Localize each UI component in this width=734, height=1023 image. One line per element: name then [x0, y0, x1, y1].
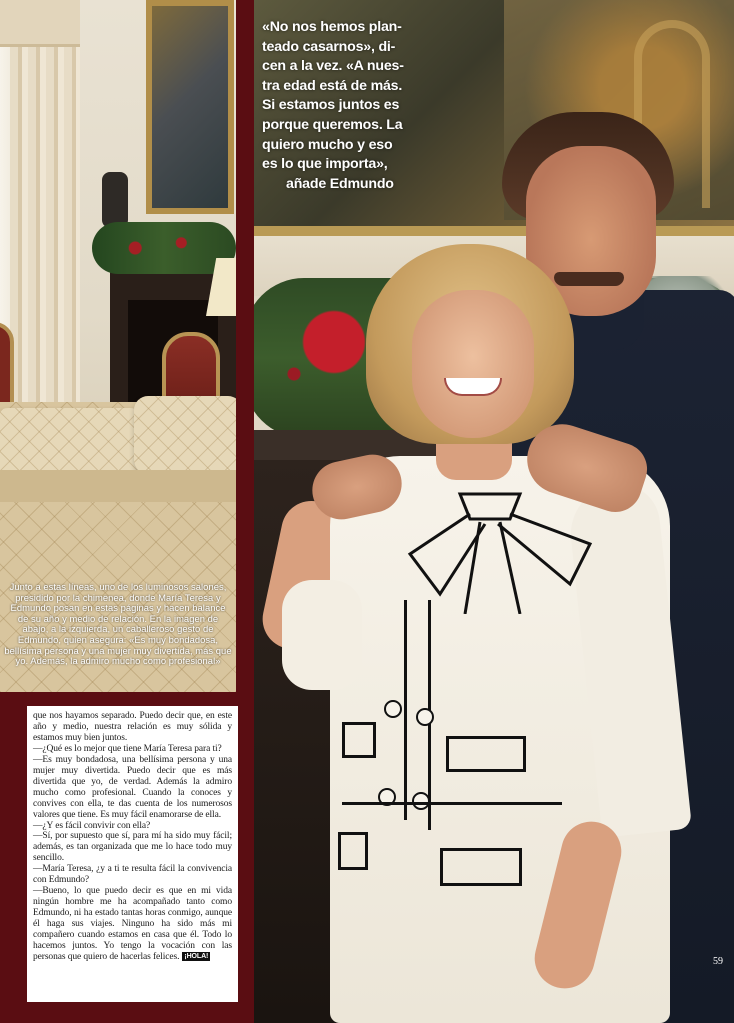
wall-sconce	[102, 172, 128, 228]
quote-line: porque queremos. La	[262, 116, 403, 133]
article-paragraph: —María Teresa, ¿y a ti te resulta fácil la convivencia con Edmundo?	[33, 864, 232, 886]
page-number: 59	[713, 956, 723, 967]
dress-button	[412, 792, 430, 810]
article-paragraph: —¿Qué es lo mejor que tiene María Teresa para ti?	[33, 743, 222, 754]
dress-pocket-print	[446, 736, 526, 772]
article-paragraph: que nos hayamos separado. Puedo decir que, en este año y medio, nuestra relación es muy sólida y estamos muy bien juntos.	[33, 711, 232, 743]
curtain	[10, 0, 80, 410]
armchair-left	[0, 322, 14, 412]
article-paragraph: —Bueno, lo que puedo decir es que en mi vida ningún hombre me ha acompañado tanto como Edmundo, ni ha estado tantas horas conmigo, aunque él haga sus viajes. Ninguno ha sido más mi compañero cuando estamos en casa que él. Todo lo hacemos juntos. Yo tengo la vocación con las personas que quiero de hacerlas felices.	[33, 886, 232, 962]
dress-pocket-print	[342, 722, 376, 758]
sofa-back	[0, 470, 236, 502]
quote-line: cen a la vez. «A nues-	[262, 58, 404, 75]
man-mustache	[554, 272, 624, 286]
woman-smile	[444, 378, 502, 396]
article-paragraph: —Es muy bondadosa, una bellísima persona y una mujer muy divertida. Puedo decir que es más divertida que yo, de verdad. Además la admiro mucho como profesional. Cuando la conoces y convives con ella, te das cuenta de los numerosos valores que tiene. Es muy fácil enamorarse de ella.	[33, 754, 232, 820]
article-paragraph: —Sí, por supuesto que sí, para mí ha sido muy fácil; además, es tan organizada que me lo hace todo muy sencillo.	[33, 831, 232, 864]
quote-line: quiero mucho y eso	[262, 136, 393, 153]
quote-line: tra edad está de más.	[262, 77, 403, 94]
dress-waist-line	[342, 802, 562, 805]
pull-quote	[262, 18, 438, 194]
dress-button	[416, 708, 434, 726]
curtain-valance	[0, 0, 80, 47]
quote-line: es lo que importa»,	[262, 156, 388, 173]
dress-button	[384, 700, 402, 718]
sofa-cushion	[134, 396, 236, 474]
article-paragraph-last	[33, 886, 232, 963]
woman-sleeve-left	[282, 580, 362, 690]
quote-line: Si estamos juntos es	[262, 97, 400, 114]
salon-photo	[0, 0, 236, 692]
wall-painting	[146, 0, 234, 214]
christmas-garland	[92, 222, 236, 274]
article-text-column	[27, 706, 238, 1002]
quote-line: añade Edmundo	[286, 175, 394, 192]
article-paragraph: —¿Y es fácil convivir con ella?	[33, 820, 151, 831]
woman-face	[412, 290, 534, 438]
dress-bow-print	[370, 474, 630, 614]
quote-line: teado casarnos», di-	[262, 38, 396, 55]
brand-mark: ¡HOLA!	[184, 953, 209, 961]
dress-placket-line	[404, 600, 407, 820]
dress-pocket-print	[440, 848, 522, 886]
dress-pocket-print	[338, 832, 368, 870]
quote-line: «No nos hemos plan-	[262, 19, 402, 35]
photo-caption: Junto a estas líneas, uno de los luminosos salones, presidido por la chimenea, donde María Teresa y Edmundo posan en estas páginas y hacen balance de su año y medio de relación. En la imagen de abajo, a la izquierda, un caballeroso gesto de Edmundo, quien asegura: «Es muy bondadosa, bellísima persona y una mujer muy divertida, más que yo. Además, la admiro mucho como profesional»	[4, 581, 232, 667]
